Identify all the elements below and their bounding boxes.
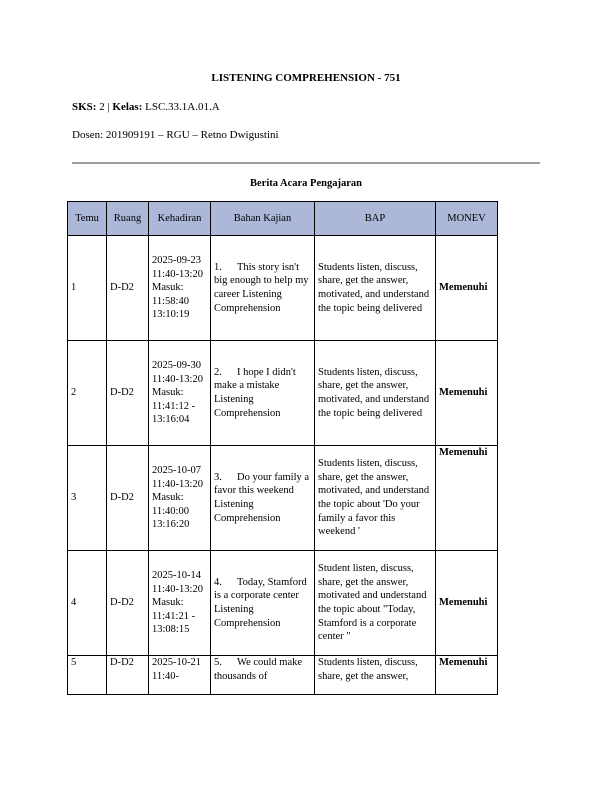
cell-temu: 2 <box>68 341 107 446</box>
header-ruang: Ruang <box>107 202 149 236</box>
cell-bap: Student listen, discuss, share, get the answer, motivated and understand the topic about "Today, Stamford is a corporate center " <box>315 551 436 656</box>
table-row <box>68 656 498 695</box>
cell-bahan-kajian <box>211 446 315 551</box>
bahan-text: Do your family a favor this weekend Listening Comprehension <box>214 471 310 524</box>
header-monev: MONEV <box>436 202 498 236</box>
bahan-number: 5. <box>214 657 222 668</box>
bahan-text: This story isn't big enough to help my career Listening Comprehension <box>214 261 309 314</box>
cell-kehadiran: 2025-10-21 11:40- <box>149 656 211 695</box>
table-header-row <box>68 202 498 236</box>
course-meta-line <box>72 101 220 113</box>
cell-bahan-kajian <box>211 236 315 341</box>
bahan-text: We could make thousands of <box>214 657 303 682</box>
cell-temu: 4 <box>68 551 107 656</box>
cell-kehadiran: 2025-10-07 11:40-13:20 Masuk: 11:40:00 13:16:20 <box>149 446 211 551</box>
cell-temu: 5 <box>68 656 107 695</box>
bahan-number: 3. <box>214 471 222 483</box>
document-title: LISTENING COMPREHENSION - 751 <box>211 72 401 84</box>
cell-monev: Memenuhi <box>436 236 498 341</box>
lecturer-line: Dosen: 201909191 – RGU – Retno Dwigustini <box>72 129 279 141</box>
cell-kehadiran: 2025-10-14 11:40-13:20 Masuk: 11:41:21 - 13:08:15 <box>149 551 211 656</box>
cell-bahan-kajian <box>211 656 315 695</box>
table-row <box>68 236 498 341</box>
bahan-number: 4. <box>214 576 222 588</box>
cell-bap: Students listen, discuss, share, get the answer, <box>315 656 436 695</box>
cell-temu: 3 <box>68 446 107 551</box>
cell-monev: Memenuhi <box>436 446 498 551</box>
header-bahan-kajian: Bahan Kajian <box>211 202 315 236</box>
cell-bap: Students listen, discuss, share, get the answer, motivated, and understand the topic being delivered <box>315 236 436 341</box>
kelas-label: Kelas: <box>112 101 143 113</box>
table-row <box>68 341 498 446</box>
header-kehadiran: Kehadiran <box>149 202 211 236</box>
table-row <box>68 446 498 551</box>
table-row <box>68 551 498 656</box>
bahan-text: I hope I didn't make a mistake Listening Comprehension <box>214 366 296 419</box>
cell-ruang: D-D2 <box>107 236 149 341</box>
header-temu: Temu <box>68 202 107 236</box>
bahan-number: 1. <box>214 261 222 273</box>
cell-bahan-kajian <box>211 551 315 656</box>
teaching-record-table <box>67 201 498 695</box>
cell-monev: Memenuhi <box>436 341 498 446</box>
section-title: Berita Acara Pengajaran <box>250 178 362 189</box>
cell-kehadiran: 2025-09-23 11:40-13:20 Masuk: 11:58:40 13:10:19 <box>149 236 211 341</box>
bahan-text: Today, Stamford is a corporate center Listening Comprehension <box>214 576 307 629</box>
cell-ruang: D-D2 <box>107 446 149 551</box>
bahan-number: 2. <box>214 366 222 378</box>
header-bap: BAP <box>315 202 436 236</box>
horizontal-rule <box>72 162 540 164</box>
sks-label: SKS: <box>72 101 97 113</box>
cell-bahan-kajian <box>211 341 315 446</box>
cell-monev: Memenuhi <box>436 656 498 695</box>
cell-kehadiran: 2025-09-30 11:40-13:20 Masuk: 11:41:12 - 13:16:04 <box>149 341 211 446</box>
meta-separator: | <box>107 101 110 113</box>
cell-ruang: D-D2 <box>107 551 149 656</box>
cell-ruang: D-D2 <box>107 656 149 695</box>
cell-ruang: D-D2 <box>107 341 149 446</box>
sks-value: 2 <box>99 101 105 113</box>
cell-bap: Students listen, discuss, share, get the answer, motivated, and understand the topic being delivered <box>315 341 436 446</box>
kelas-value: LSC.33.1A.01.A <box>145 101 220 113</box>
cell-temu: 1 <box>68 236 107 341</box>
cell-monev: Memenuhi <box>436 551 498 656</box>
cell-bap: Students listen, discuss, share, get the answer, motivated, and understand the topic about 'Do your family a favor this weekend ' <box>315 446 436 551</box>
